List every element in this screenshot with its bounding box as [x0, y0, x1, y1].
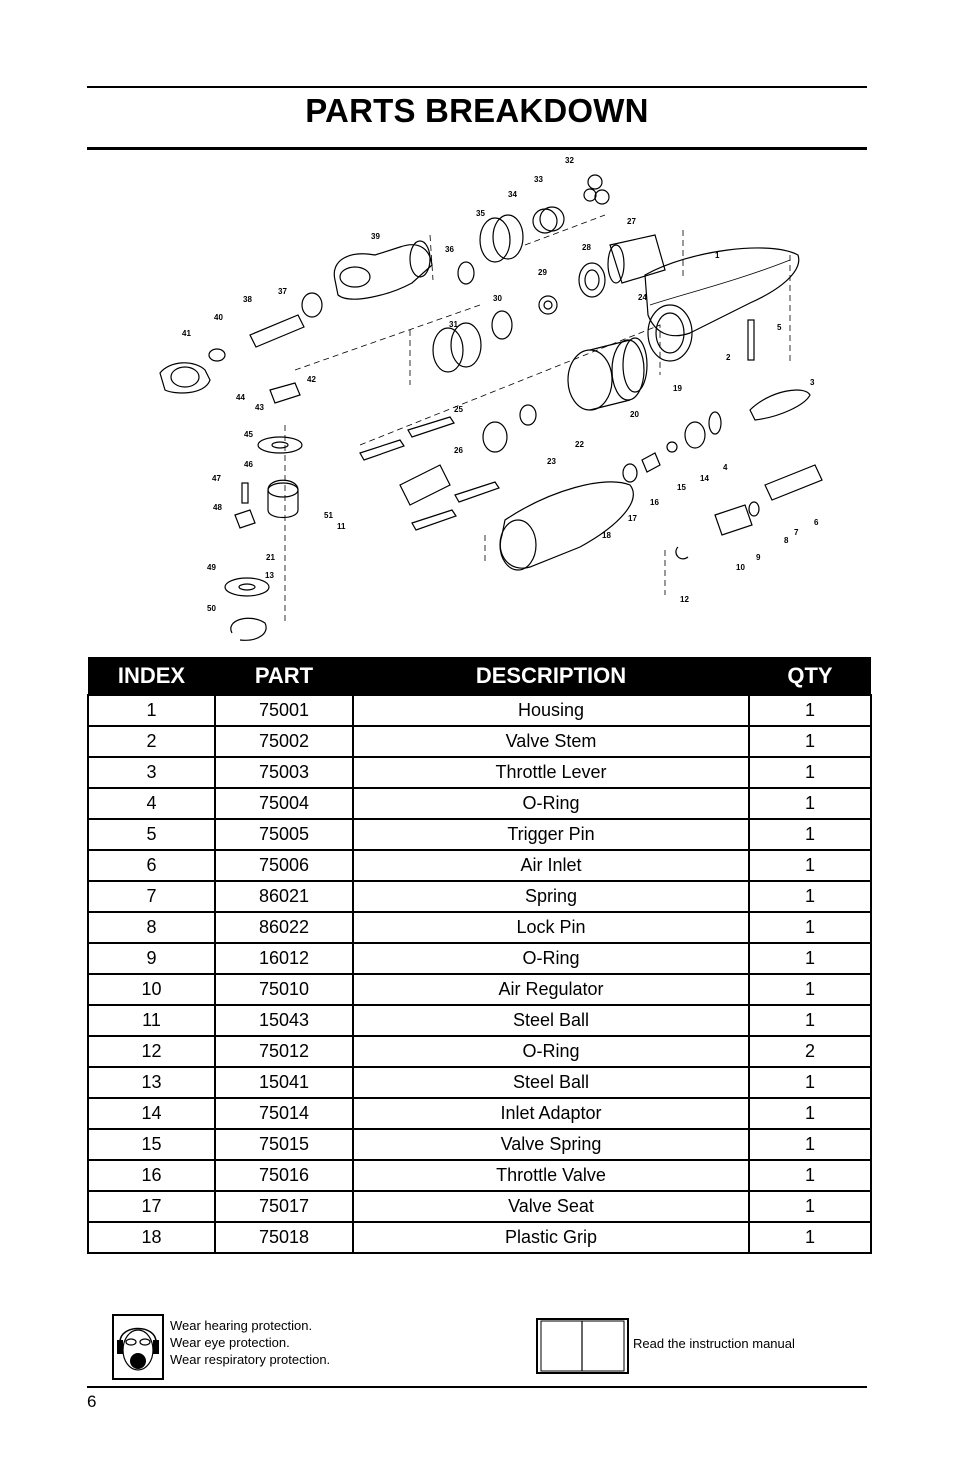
cell-description: O-Ring — [353, 1036, 749, 1067]
bottom-rule — [87, 1386, 867, 1388]
cell-description: Spring — [353, 881, 749, 912]
svg-text:11: 11 — [337, 522, 346, 531]
svg-text:16: 16 — [650, 498, 659, 507]
cell-index: 5 — [88, 819, 215, 850]
cell-qty: 1 — [749, 726, 871, 757]
svg-text:5: 5 — [777, 323, 782, 332]
cell-index: 8 — [88, 912, 215, 943]
cell-index: 13 — [88, 1067, 215, 1098]
cell-description: Trigger Pin — [353, 819, 749, 850]
table-row — [88, 1067, 871, 1098]
cell-description: Plastic Grip — [353, 1222, 749, 1253]
svg-text:12: 12 — [680, 595, 689, 604]
cell-index: 14 — [88, 1098, 215, 1129]
cell-qty: 1 — [749, 788, 871, 819]
svg-text:2: 2 — [726, 353, 731, 362]
cell-qty: 1 — [749, 695, 871, 726]
cell-index: 11 — [88, 1005, 215, 1036]
cell-description: Air Inlet — [353, 850, 749, 881]
table-row — [88, 726, 871, 757]
cell-description: Steel Ball — [353, 1067, 749, 1098]
cell-index: 4 — [88, 788, 215, 819]
cell-qty: 1 — [749, 912, 871, 943]
svg-text:20: 20 — [630, 410, 639, 419]
cell-qty: 1 — [749, 850, 871, 881]
svg-text:45: 45 — [244, 430, 253, 439]
cell-part: 75014 — [215, 1098, 353, 1129]
svg-text:51: 51 — [324, 511, 333, 520]
svg-text:3: 3 — [810, 378, 815, 387]
plastic-grip — [500, 482, 633, 568]
table-row — [88, 757, 871, 788]
svg-text:6: 6 — [814, 518, 819, 527]
table-row — [88, 974, 871, 1005]
cell-qty: 1 — [749, 1005, 871, 1036]
page-title: PARTS BREAKDOWN — [305, 92, 649, 129]
cell-part: 75002 — [215, 726, 353, 757]
cell-part: 15041 — [215, 1067, 353, 1098]
svg-text:41: 41 — [182, 329, 191, 338]
svg-text:28: 28 — [582, 243, 591, 252]
cell-index: 12 — [88, 1036, 215, 1067]
safety-text — [170, 1317, 330, 1368]
cell-part: 75015 — [215, 1129, 353, 1160]
cell-description: Housing — [353, 695, 749, 726]
svg-text:10: 10 — [736, 563, 745, 572]
open-book-icon — [536, 1318, 629, 1374]
table-row — [88, 1005, 871, 1036]
table-row — [88, 819, 871, 850]
svg-text:47: 47 — [212, 474, 221, 483]
svg-text:17: 17 — [628, 514, 637, 523]
svg-text:50: 50 — [207, 604, 216, 613]
table-row — [88, 850, 871, 881]
svg-text:25: 25 — [454, 405, 463, 414]
cell-description: Steel Ball — [353, 1005, 749, 1036]
cell-qty: 1 — [749, 1098, 871, 1129]
cell-qty: 1 — [749, 881, 871, 912]
manual-text: Read the instruction manual — [633, 1336, 795, 1351]
cell-index: 10 — [88, 974, 215, 1005]
cell-description: Inlet Adaptor — [353, 1098, 749, 1129]
svg-text:18: 18 — [602, 531, 611, 540]
cell-qty: 1 — [749, 1191, 871, 1222]
safety-line-respiratory: Wear respiratory protection. — [170, 1352, 331, 1367]
table-row — [88, 1160, 871, 1191]
table-row — [88, 1036, 871, 1067]
cell-part: 75004 — [215, 788, 353, 819]
header-index: INDEX — [88, 657, 215, 695]
cell-part: 75016 — [215, 1160, 353, 1191]
cell-qty: 1 — [749, 1129, 871, 1160]
svg-text:43: 43 — [255, 403, 264, 412]
cell-qty: 1 — [749, 1222, 871, 1253]
table-row — [88, 695, 871, 726]
cell-part: 75017 — [215, 1191, 353, 1222]
header-description: DESCRIPTION — [353, 657, 749, 695]
threaded-ring — [433, 328, 463, 372]
table-row — [88, 1129, 871, 1160]
cell-part: 75006 — [215, 850, 353, 881]
svg-text:35: 35 — [476, 209, 485, 218]
ratchet-head — [334, 245, 432, 299]
table-row — [88, 912, 871, 943]
table-row — [88, 1222, 871, 1253]
svg-text:33: 33 — [534, 175, 543, 184]
parts-table — [87, 657, 872, 1254]
cell-index: 16 — [88, 1160, 215, 1191]
ppe-face-icon — [112, 1314, 164, 1380]
cell-part: 75010 — [215, 974, 353, 1005]
cell-part: 75003 — [215, 757, 353, 788]
svg-text:19: 19 — [673, 384, 682, 393]
cell-index: 17 — [88, 1191, 215, 1222]
header-part: PART — [215, 657, 353, 695]
svg-text:31: 31 — [449, 320, 458, 329]
cell-qty: 2 — [749, 1036, 871, 1067]
svg-text:29: 29 — [538, 268, 547, 277]
cell-part: 15043 — [215, 1005, 353, 1036]
cell-part: 16012 — [215, 943, 353, 974]
cell-qty: 1 — [749, 757, 871, 788]
svg-text:49: 49 — [207, 563, 216, 572]
svg-text:38: 38 — [243, 295, 252, 304]
cell-description: Throttle Valve — [353, 1160, 749, 1191]
cell-description: Lock Pin — [353, 912, 749, 943]
cell-qty: 1 — [749, 819, 871, 850]
cell-part: 75005 — [215, 819, 353, 850]
table-row — [88, 1191, 871, 1222]
svg-text:44: 44 — [236, 393, 245, 402]
svg-text:39: 39 — [371, 232, 380, 241]
table-header-row — [88, 657, 871, 695]
svg-text:40: 40 — [214, 313, 223, 322]
svg-text:24: 24 — [638, 293, 647, 302]
cell-description: Throttle Lever — [353, 757, 749, 788]
table-row — [88, 788, 871, 819]
svg-text:36: 36 — [445, 245, 454, 254]
svg-text:23: 23 — [547, 457, 556, 466]
cell-description: O-Ring — [353, 943, 749, 974]
cell-index: 15 — [88, 1129, 215, 1160]
safety-line-eye: Wear eye protection. — [170, 1335, 290, 1350]
cell-index: 9 — [88, 943, 215, 974]
exploded-parts-diagram — [150, 155, 840, 650]
svg-text:48: 48 — [213, 503, 222, 512]
svg-text:4: 4 — [723, 463, 728, 472]
svg-text:34: 34 — [508, 190, 517, 199]
svg-text:37: 37 — [278, 287, 287, 296]
table-row — [88, 881, 871, 912]
cell-index: 18 — [88, 1222, 215, 1253]
safety-line-hearing: Wear hearing protection. — [170, 1318, 313, 1333]
page-number: 6 — [87, 1392, 97, 1411]
cell-description: Valve Spring — [353, 1129, 749, 1160]
svg-text:14: 14 — [700, 474, 709, 483]
housing-part — [645, 248, 799, 336]
svg-text:13: 13 — [265, 571, 274, 580]
table-row — [88, 943, 871, 974]
svg-text:9: 9 — [756, 553, 761, 562]
cell-qty: 1 — [749, 943, 871, 974]
cell-part: 86022 — [215, 912, 353, 943]
cell-description: Valve Stem — [353, 726, 749, 757]
header-qty: QTY — [749, 657, 871, 695]
svg-text:30: 30 — [493, 294, 502, 303]
svg-text:27: 27 — [627, 217, 636, 226]
svg-text:8: 8 — [784, 536, 789, 545]
table-row — [88, 1098, 871, 1129]
cell-part: 75012 — [215, 1036, 353, 1067]
svg-text:22: 22 — [575, 440, 584, 449]
svg-text:7: 7 — [794, 528, 799, 537]
svg-text:26: 26 — [454, 446, 463, 455]
cell-index: 7 — [88, 881, 215, 912]
title-underline — [87, 147, 867, 150]
cell-index: 2 — [88, 726, 215, 757]
cell-index: 1 — [88, 695, 215, 726]
cell-index: 6 — [88, 850, 215, 881]
cell-description: Air Regulator — [353, 974, 749, 1005]
top-rule — [87, 86, 867, 88]
cell-qty: 1 — [749, 1067, 871, 1098]
cell-index: 3 — [88, 757, 215, 788]
cell-part: 75018 — [215, 1222, 353, 1253]
svg-text:15: 15 — [677, 483, 686, 492]
cell-qty: 1 — [749, 974, 871, 1005]
svg-text:42: 42 — [307, 375, 316, 384]
cell-part: 75001 — [215, 695, 353, 726]
svg-text:46: 46 — [244, 460, 253, 469]
cell-qty: 1 — [749, 1160, 871, 1191]
svg-text:1: 1 — [715, 251, 720, 260]
cell-description: O-Ring — [353, 788, 749, 819]
cell-description: Valve Seat — [353, 1191, 749, 1222]
svg-text:21: 21 — [266, 553, 275, 562]
svg-text:32: 32 — [565, 156, 574, 165]
cell-part: 86021 — [215, 881, 353, 912]
